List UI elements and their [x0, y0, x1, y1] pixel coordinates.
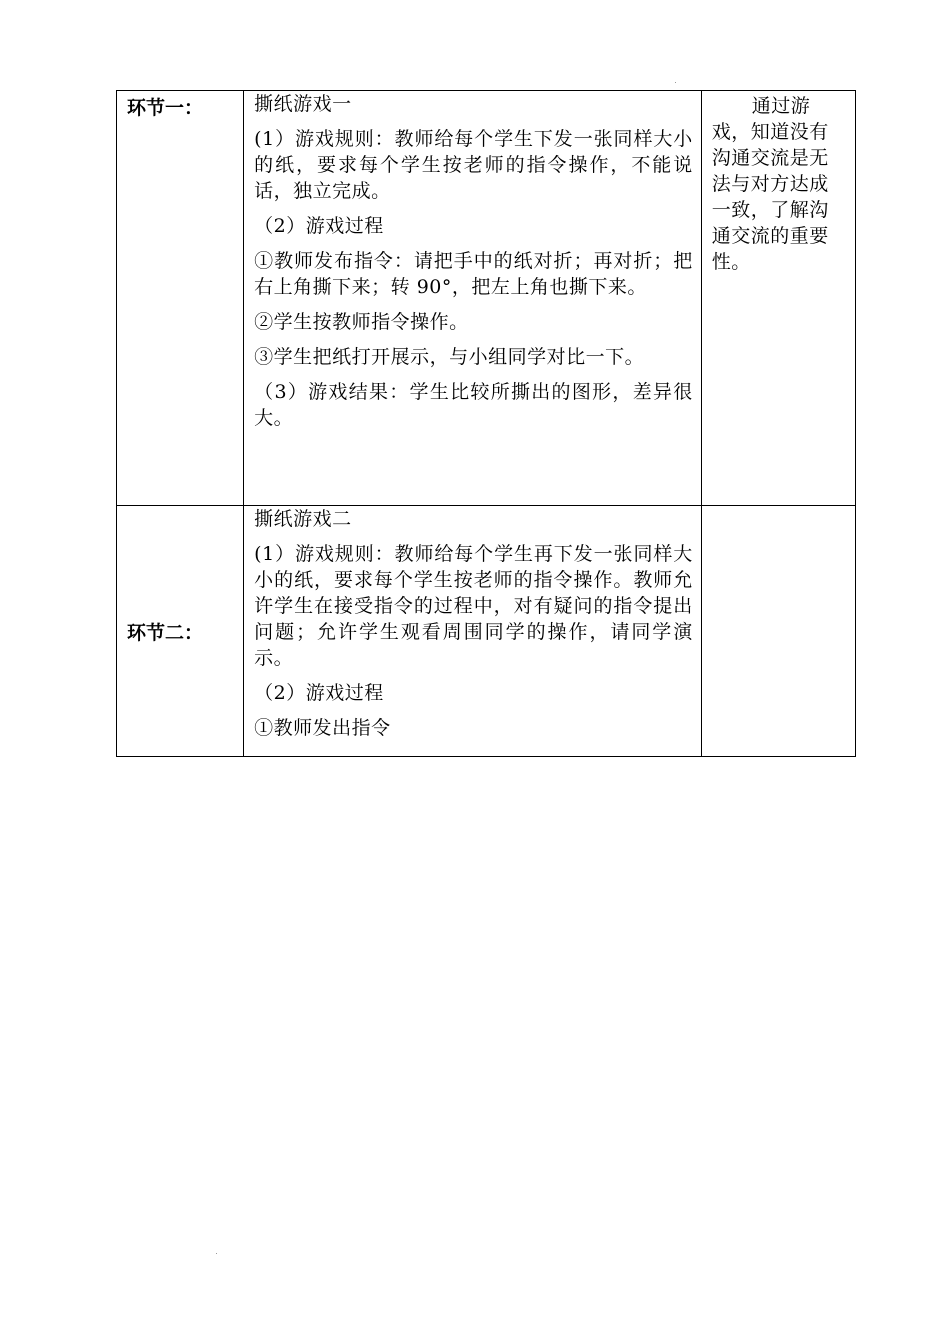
table-row — [117, 91, 856, 506]
section-content — [244, 91, 702, 506]
table-row — [117, 506, 856, 757]
paragraph: ②学生按教师指令操作。 — [254, 311, 469, 333]
paragraph: (1）游戏规则：教师给每个学生再下发一张同样大小的纸，要求每个学生按老师的指令操作。教师允许学生在接受指令的过程中，对有疑问的指令提出问题；允许学生观看周围同学的操作，请同学演示。 — [254, 543, 693, 669]
paragraph: ①教师发布指令：请把手中的纸对折；再对折；把右上角撕下来；转 90°，把左上角也撕下来。 — [254, 250, 693, 298]
paragraph: （2）游戏过程 — [254, 215, 384, 237]
page-mark — [675, 82, 676, 83]
section-label: 环节一： — [117, 91, 244, 506]
section-title: 撕纸游戏二 — [254, 508, 352, 530]
goal-cell — [701, 506, 855, 757]
goal-cell — [701, 91, 855, 506]
paragraph: (1）游戏规则：教师给每个学生下发一张同样大小的纸，要求每个学生按老师的指令操作，不能说话，独立完成。 — [254, 128, 693, 202]
goal-text: 通过游戏，知道没有沟通交流是无法与对方达成一致，了解沟通交流的重要性。 — [711, 95, 829, 273]
paragraph: ③学生把纸打开展示，与小组同学对比一下。 — [254, 346, 645, 368]
page-mark — [216, 1253, 217, 1254]
paragraph: （2）游戏过程 — [254, 682, 384, 704]
section-title: 撕纸游戏一 — [254, 93, 352, 115]
lesson-plan-table — [116, 90, 856, 757]
section-content — [244, 506, 702, 757]
paragraph: ①教师发出指令 — [254, 717, 391, 739]
section-label: 环节二： — [117, 506, 244, 757]
paragraph: （3）游戏结果：学生比较所撕出的图形，差异很大。 — [254, 381, 693, 429]
